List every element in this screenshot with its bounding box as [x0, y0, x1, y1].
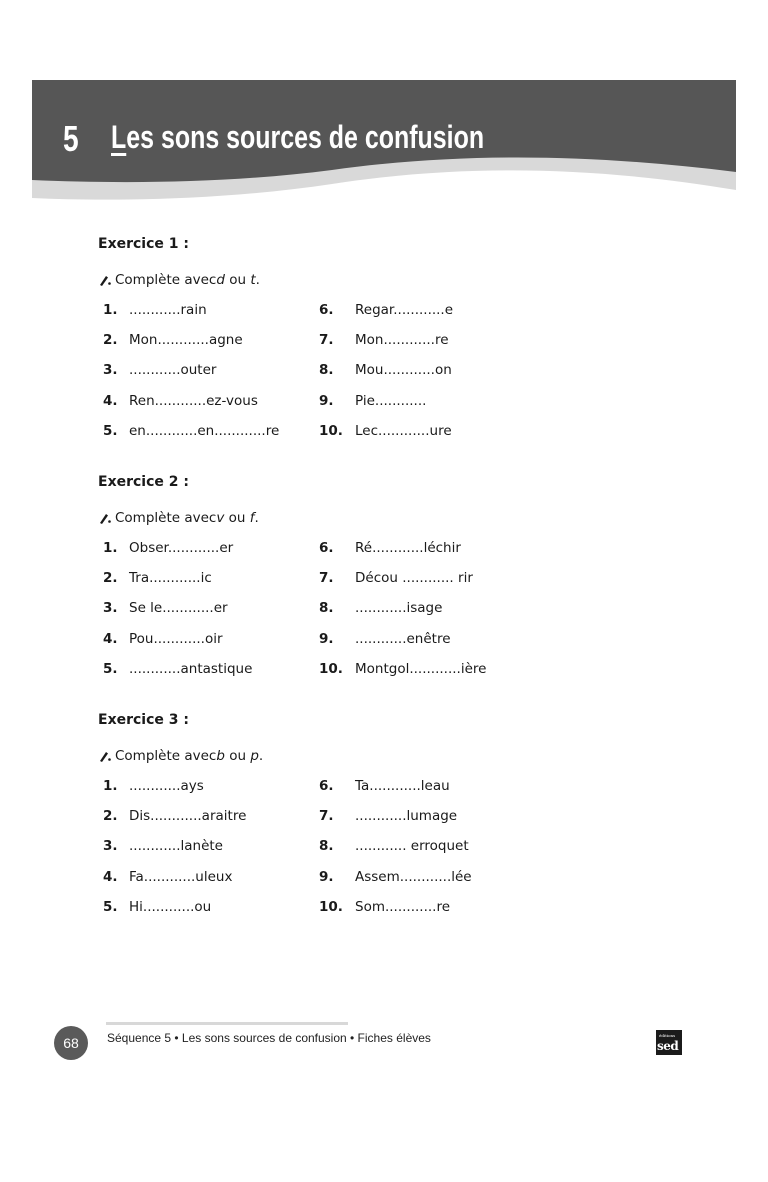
exercise-item: [319, 538, 461, 558]
item-word: Hi............ou: [129, 898, 212, 915]
page-number: 68: [54, 1026, 88, 1060]
exercise-item: [103, 897, 211, 917]
item-word: Se le............er: [129, 600, 228, 617]
footer-divider: [106, 1022, 348, 1025]
chapter-title-initial: L: [111, 119, 127, 155]
item-number: 3.: [103, 600, 118, 617]
exercise-item: [103, 836, 223, 856]
publisher-logo: [656, 1030, 682, 1055]
instruction-suffix: .: [254, 510, 259, 526]
instruction-mid: ou: [224, 272, 251, 288]
pencil-icon: [98, 273, 112, 287]
item-number: 8.: [319, 600, 334, 617]
item-number: 2.: [103, 332, 118, 349]
exercise-item: [319, 776, 450, 796]
exercise-item: [103, 568, 212, 588]
item-number: 9.: [319, 630, 334, 647]
item-word: en............en............re: [129, 422, 280, 439]
item-number: 1.: [103, 540, 118, 556]
exercise-1: [98, 236, 698, 450]
exercise-item: [319, 421, 452, 441]
item-number: 6.: [319, 302, 334, 318]
exercise-item: [103, 598, 228, 618]
item-word: Obser............er: [129, 540, 234, 556]
exercise-item: [103, 867, 232, 887]
exercise-item: [319, 330, 449, 350]
instruction-option-a: d: [216, 272, 225, 288]
item-word: ............lumage: [355, 808, 458, 825]
item-word: ............lanète: [129, 838, 223, 855]
instruction-mid: ou: [224, 510, 250, 526]
item-word: Pie............: [355, 392, 427, 409]
item-number: 6.: [319, 540, 334, 556]
chapter-number: 5: [63, 118, 79, 159]
instruction-option-b: p: [250, 748, 259, 764]
item-number: 5.: [103, 898, 118, 915]
exercise-item: [319, 568, 473, 588]
exercise-title: Exercice 3 :: [98, 712, 189, 728]
item-number: 1.: [103, 302, 118, 318]
item-word: Dis............araitre: [129, 808, 247, 825]
item-number: 9.: [319, 392, 334, 409]
item-number: 10.: [319, 660, 343, 677]
exercise-item: [319, 897, 450, 917]
footer-text: Séquence 5 • Les sons sources de confusion • Fiches élèves: [107, 1031, 431, 1045]
exercise-item: [103, 391, 258, 411]
item-word: Mou............on: [355, 362, 452, 379]
item-number: 3.: [103, 362, 118, 379]
pencil-icon: [98, 749, 112, 763]
exercise-3: [98, 712, 698, 926]
publisher-logo-small: éditions: [659, 1033, 676, 1038]
exercise-item: [103, 776, 204, 796]
exercise-item: [103, 538, 233, 558]
item-word: ............rain: [129, 302, 207, 318]
exercise-instruction: [98, 746, 698, 766]
item-word: Tra............ic: [129, 570, 212, 587]
instruction-suffix: .: [255, 272, 260, 288]
item-number: 3.: [103, 838, 118, 855]
exercise-item: [103, 330, 243, 350]
exercise-item: [319, 867, 472, 887]
chapter-banner: [32, 80, 736, 204]
item-word: Ta............leau: [355, 778, 450, 794]
exercise-item: [319, 806, 457, 826]
item-number: 10.: [319, 422, 343, 439]
exercise-item: [319, 391, 426, 411]
item-word: Décou ............ rir: [355, 570, 473, 587]
instruction-mid: ou: [224, 748, 251, 764]
item-number: 9.: [319, 868, 334, 885]
item-word: ............ays: [129, 778, 204, 794]
item-number: 7.: [319, 808, 334, 825]
exercise-item: [103, 300, 207, 320]
item-number: 10.: [319, 898, 343, 915]
item-number: 4.: [103, 630, 118, 647]
instruction-option-b: t: [250, 272, 256, 288]
item-word: Regar............e: [355, 302, 454, 318]
instruction-suffix: .: [258, 748, 264, 764]
item-number: 2.: [103, 570, 118, 587]
item-word: ............antastique: [129, 660, 253, 677]
item-word: ............isage: [355, 600, 443, 617]
item-number: 1.: [103, 778, 118, 794]
exercise-item: [103, 360, 216, 380]
item-number: 5.: [103, 660, 118, 677]
exercise-item: [319, 360, 452, 380]
item-word: Ren............ez-vous: [129, 392, 258, 409]
item-number: 8.: [319, 362, 334, 379]
chapter-title: [111, 119, 484, 156]
pencil-icon: [98, 511, 112, 525]
exercise-instruction: [98, 270, 698, 290]
item-word: ............outer: [129, 362, 217, 379]
exercise-2: [98, 474, 698, 688]
item-word: Assem............lée: [355, 868, 472, 885]
instruction-option-a: v: [216, 510, 225, 526]
chapter-title-rest: es sons sources de confusion: [126, 119, 485, 155]
item-word: Lec............ure: [355, 422, 452, 439]
item-word: Ré............léchir: [355, 540, 461, 556]
exercise-title: Exercice 1 :: [98, 236, 189, 252]
instruction-prefix: Complète avec: [115, 272, 217, 288]
exercise-items: [98, 300, 698, 450]
item-word: Mon............re: [355, 332, 449, 349]
exercise-item: [103, 806, 246, 826]
item-number: 4.: [103, 868, 118, 885]
exercise-items: [98, 538, 698, 688]
instruction-option-a: b: [216, 748, 225, 764]
publisher-logo-name: sed: [657, 1039, 679, 1053]
item-number: 5.: [103, 422, 118, 439]
instruction-prefix: Complète avec: [115, 510, 217, 526]
item-word: Mon............agne: [129, 332, 243, 349]
item-number: 8.: [319, 838, 334, 855]
exercise-item: [319, 629, 451, 649]
item-number: 2.: [103, 808, 118, 825]
item-word: Fa............uleux: [129, 868, 233, 885]
item-number: 4.: [103, 392, 118, 409]
item-word: Pou............oir: [129, 630, 223, 647]
item-word: Som............re: [355, 898, 451, 915]
exercise-item: [319, 836, 469, 856]
instruction-prefix: Complète avec: [115, 748, 217, 764]
item-number: 6.: [319, 778, 334, 794]
exercise-title: Exercice 2 :: [98, 474, 189, 490]
exercise-item: [103, 421, 279, 441]
exercise-item: [319, 659, 486, 679]
item-number: 7.: [319, 570, 334, 587]
item-word: ............enêtre: [355, 630, 451, 647]
exercise-item: [103, 629, 223, 649]
item-word: Montgol............ière: [355, 660, 487, 677]
instruction-option-b: f: [249, 510, 255, 526]
exercise-item: [319, 598, 442, 618]
exercise-items: [98, 776, 698, 926]
exercise-item: [103, 659, 252, 679]
exercise-instruction: [98, 508, 698, 528]
item-number: 7.: [319, 332, 334, 349]
item-word: ............ erroquet: [355, 838, 469, 855]
exercise-item: [319, 300, 453, 320]
